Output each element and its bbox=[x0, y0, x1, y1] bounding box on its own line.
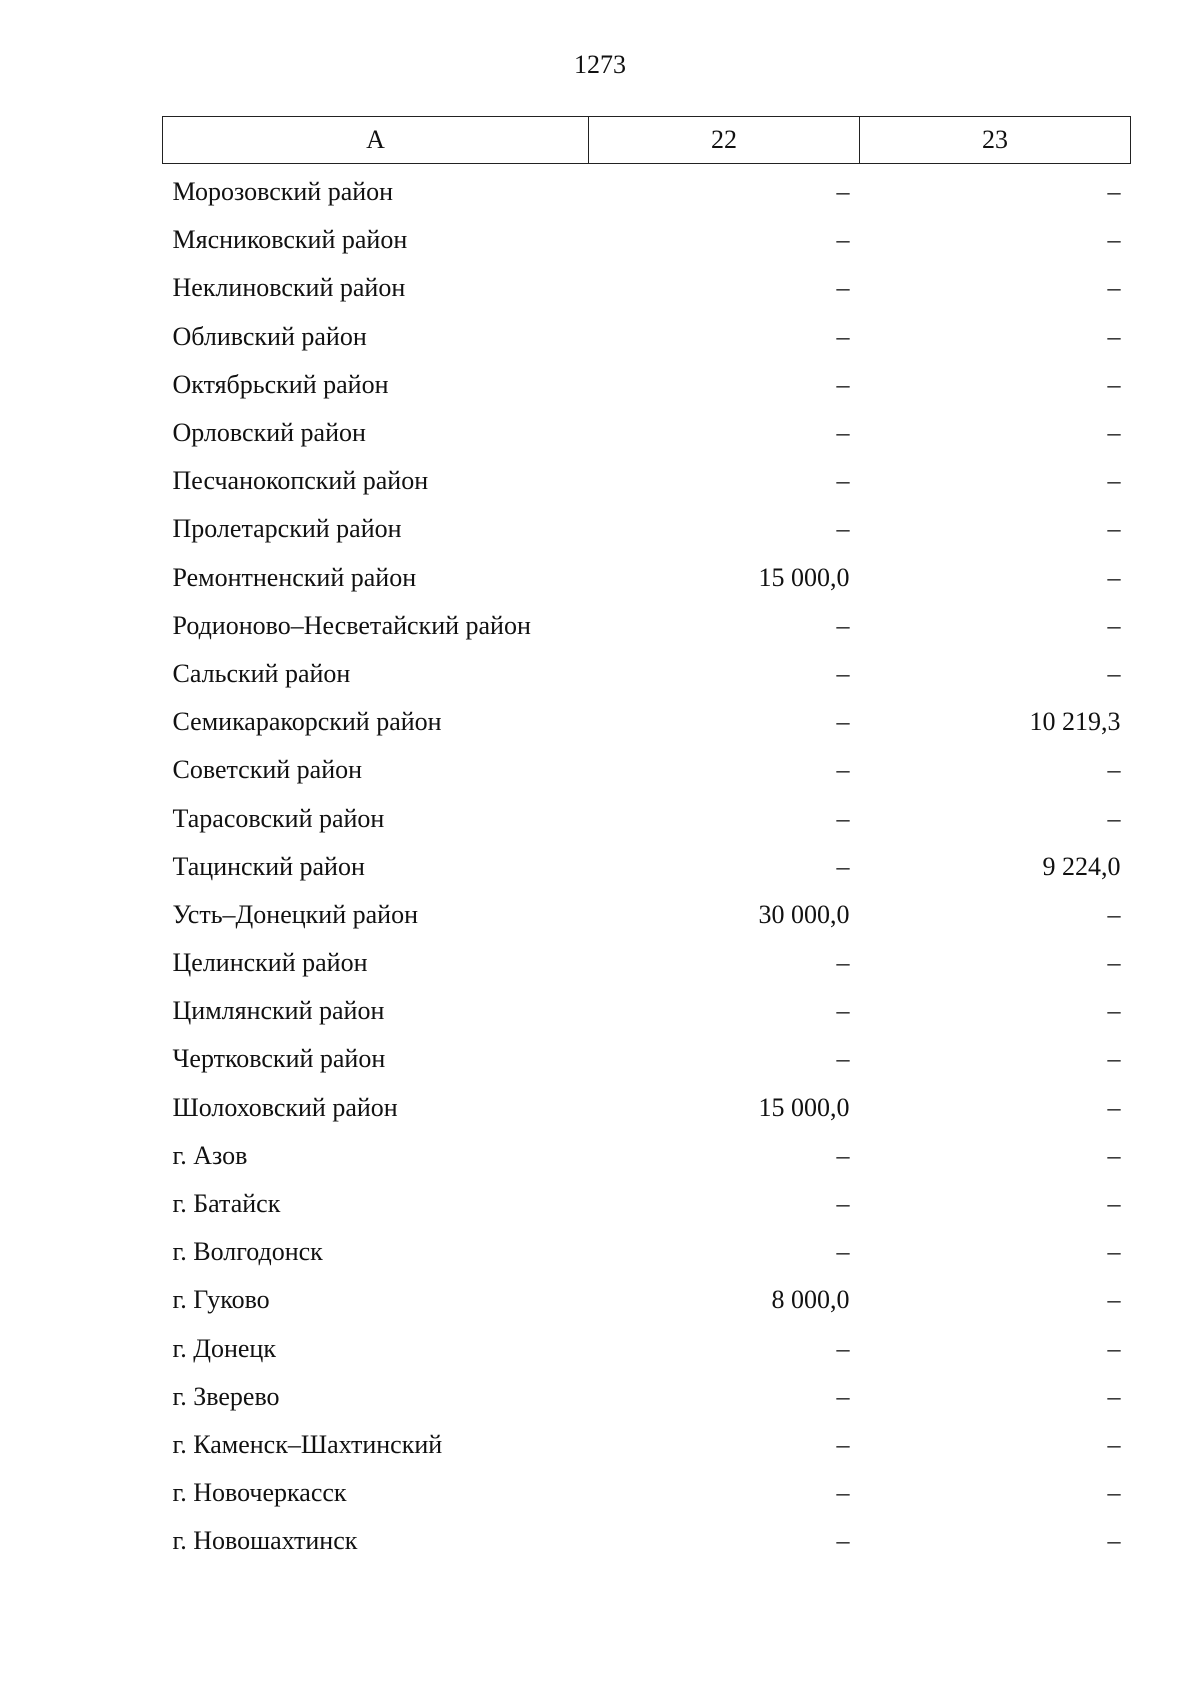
row-value-22-cell: – bbox=[836, 273, 850, 303]
table-row bbox=[163, 1180, 1131, 1228]
row-value-22-cell: – bbox=[836, 1140, 850, 1170]
row-value-23-cell: – bbox=[1107, 1044, 1121, 1074]
table-header bbox=[163, 117, 1131, 164]
table-row bbox=[163, 264, 1131, 312]
row-name-cell: Родионово–Несветайский район bbox=[172, 610, 531, 640]
row-value-23-cell: – bbox=[1107, 1381, 1121, 1411]
table-row bbox=[163, 1084, 1131, 1132]
row-value-22-cell: 15 000,0 bbox=[758, 1092, 850, 1122]
row-value-23-cell: – bbox=[1107, 562, 1121, 592]
row-value-23-cell: – bbox=[1107, 1526, 1121, 1556]
row-name-cell: г. Новошахтинск bbox=[172, 1526, 358, 1556]
row-name-cell: Ремонтненский район bbox=[172, 562, 417, 592]
row-value-23-cell: – bbox=[1107, 948, 1121, 978]
row-name-cell: Обливский район bbox=[172, 321, 367, 351]
table-row bbox=[163, 1373, 1131, 1421]
table-row bbox=[163, 1325, 1131, 1373]
row-value-23-cell: – bbox=[1107, 1478, 1121, 1508]
row-name-cell: Мясниковский район bbox=[172, 225, 408, 255]
row-name-cell: Целинский район bbox=[172, 948, 368, 978]
row-name-cell: Шолоховский район bbox=[172, 1092, 398, 1122]
table-row bbox=[163, 843, 1131, 891]
row-value-23-cell: – bbox=[1107, 321, 1121, 351]
row-value-22-cell: – bbox=[836, 707, 850, 737]
row-value-23-cell: – bbox=[1107, 1092, 1121, 1122]
row-value-22-cell: – bbox=[836, 755, 850, 785]
row-value-23-cell: – bbox=[1107, 418, 1121, 448]
row-value-23-cell: – bbox=[1107, 177, 1121, 207]
row-value-22-cell: – bbox=[836, 1044, 850, 1074]
row-value-22-cell: – bbox=[836, 1189, 850, 1219]
row-name-cell: Цимлянский район bbox=[172, 996, 385, 1026]
row-value-22-cell: – bbox=[836, 1478, 850, 1508]
header-cell-a: А bbox=[163, 117, 589, 164]
row-value-22-cell: – bbox=[836, 1237, 850, 1267]
row-value-23-cell: – bbox=[1107, 225, 1121, 255]
row-value-23-cell: – bbox=[1107, 1189, 1121, 1219]
row-value-22-cell: – bbox=[836, 1381, 850, 1411]
row-value-22-cell: – bbox=[836, 851, 850, 881]
row-name-cell: Октябрьский район bbox=[172, 369, 389, 399]
table-row bbox=[163, 602, 1131, 650]
header-cell-23: 23 bbox=[860, 117, 1131, 164]
row-value-22-cell: – bbox=[836, 177, 850, 207]
header-cell-22: 22 bbox=[589, 117, 860, 164]
table-row bbox=[163, 891, 1131, 939]
table-row bbox=[163, 409, 1131, 457]
row-value-23-cell: – bbox=[1107, 1140, 1121, 1170]
row-value-22-cell: – bbox=[836, 610, 850, 640]
row-value-22-cell: – bbox=[836, 321, 850, 351]
page-number: 1273 bbox=[574, 50, 626, 79]
row-value-23-cell: – bbox=[1107, 369, 1121, 399]
row-value-22-cell: – bbox=[836, 658, 850, 688]
row-value-23-cell: – bbox=[1107, 996, 1121, 1026]
row-value-22-cell: 30 000,0 bbox=[758, 899, 850, 929]
row-name-cell: Морозовский район bbox=[172, 177, 394, 207]
row-name-cell: г. Волгодонск bbox=[172, 1237, 323, 1267]
table-body bbox=[163, 164, 1131, 1566]
row-name-cell: Тарасовский район bbox=[172, 803, 385, 833]
row-name-cell: Чертковский район bbox=[172, 1044, 386, 1074]
row-value-22-cell: – bbox=[836, 1429, 850, 1459]
row-value-23-cell: 10 219,3 bbox=[1029, 707, 1121, 737]
row-value-22-cell: – bbox=[836, 514, 850, 544]
row-name-cell: г. Каменск–Шахтинский bbox=[172, 1429, 443, 1459]
row-name-cell: г. Гуково bbox=[172, 1285, 270, 1315]
row-value-23-cell: – bbox=[1107, 1333, 1121, 1363]
row-name-cell: г. Новочеркасск bbox=[172, 1478, 347, 1508]
row-name-cell: Советский район bbox=[172, 755, 363, 785]
row-name-cell: г. Батайск bbox=[172, 1189, 281, 1219]
table-row bbox=[163, 457, 1131, 505]
row-value-22-cell: 8 000,0 bbox=[771, 1285, 850, 1315]
row-value-22-cell: – bbox=[836, 1526, 850, 1556]
row-name-cell: Песчанокопский район bbox=[172, 466, 429, 496]
row-value-22-cell: – bbox=[836, 418, 850, 448]
row-name-cell: Усть–Донецкий район bbox=[172, 899, 418, 929]
table-row bbox=[163, 164, 1131, 217]
table-row bbox=[163, 794, 1131, 842]
row-value-23-cell: – bbox=[1107, 755, 1121, 785]
row-value-23-cell: 9 224,0 bbox=[1042, 851, 1121, 881]
table-row bbox=[163, 746, 1131, 794]
table-row bbox=[163, 1469, 1131, 1517]
table-row bbox=[163, 1228, 1131, 1276]
row-value-23-cell: – bbox=[1107, 1429, 1121, 1459]
row-value-23-cell: – bbox=[1107, 1285, 1121, 1315]
row-name-cell: г. Азов bbox=[172, 1140, 248, 1170]
table-row bbox=[163, 1421, 1131, 1469]
row-name-cell: Тацинский район bbox=[172, 851, 365, 881]
table-row bbox=[163, 698, 1131, 746]
table-row bbox=[163, 216, 1131, 264]
row-value-23-cell: – bbox=[1107, 899, 1121, 929]
row-name-cell: Сальский район bbox=[172, 658, 351, 688]
table-row bbox=[163, 987, 1131, 1035]
row-value-23-cell: – bbox=[1107, 273, 1121, 303]
row-value-22-cell: – bbox=[836, 1333, 850, 1363]
row-value-22-cell: 15 000,0 bbox=[758, 562, 850, 592]
data-table bbox=[162, 116, 1131, 1565]
row-value-23-cell: – bbox=[1107, 466, 1121, 496]
table-row bbox=[163, 1276, 1131, 1324]
row-value-23-cell: – bbox=[1107, 514, 1121, 544]
row-value-23-cell: – bbox=[1107, 803, 1121, 833]
row-value-23-cell: – bbox=[1107, 1237, 1121, 1267]
table-row bbox=[163, 650, 1131, 698]
table-row bbox=[163, 1132, 1131, 1180]
table-row bbox=[163, 1035, 1131, 1083]
table-row bbox=[163, 313, 1131, 361]
row-name-cell: Неклиновский район bbox=[172, 273, 406, 303]
row-value-22-cell: – bbox=[836, 466, 850, 496]
row-value-22-cell: – bbox=[836, 996, 850, 1026]
row-value-22-cell: – bbox=[836, 225, 850, 255]
row-value-22-cell: – bbox=[836, 803, 850, 833]
table-row bbox=[163, 554, 1131, 602]
row-name-cell: Семикаракорский район bbox=[172, 707, 442, 737]
row-name-cell: Орловский район bbox=[172, 418, 366, 448]
header-row bbox=[163, 117, 1131, 164]
row-value-23-cell: – bbox=[1107, 610, 1121, 640]
row-name-cell: Пролетарский район bbox=[172, 514, 402, 544]
row-value-22-cell: – bbox=[836, 948, 850, 978]
row-name-cell: г. Донецк bbox=[172, 1333, 276, 1363]
table-row bbox=[163, 1517, 1131, 1565]
table-row bbox=[163, 361, 1131, 409]
row-name-cell: г. Зверево bbox=[172, 1381, 280, 1411]
row-value-22-cell: – bbox=[836, 369, 850, 399]
table-row bbox=[163, 505, 1131, 553]
row-value-23-cell: – bbox=[1107, 658, 1121, 688]
table-row bbox=[163, 939, 1131, 987]
